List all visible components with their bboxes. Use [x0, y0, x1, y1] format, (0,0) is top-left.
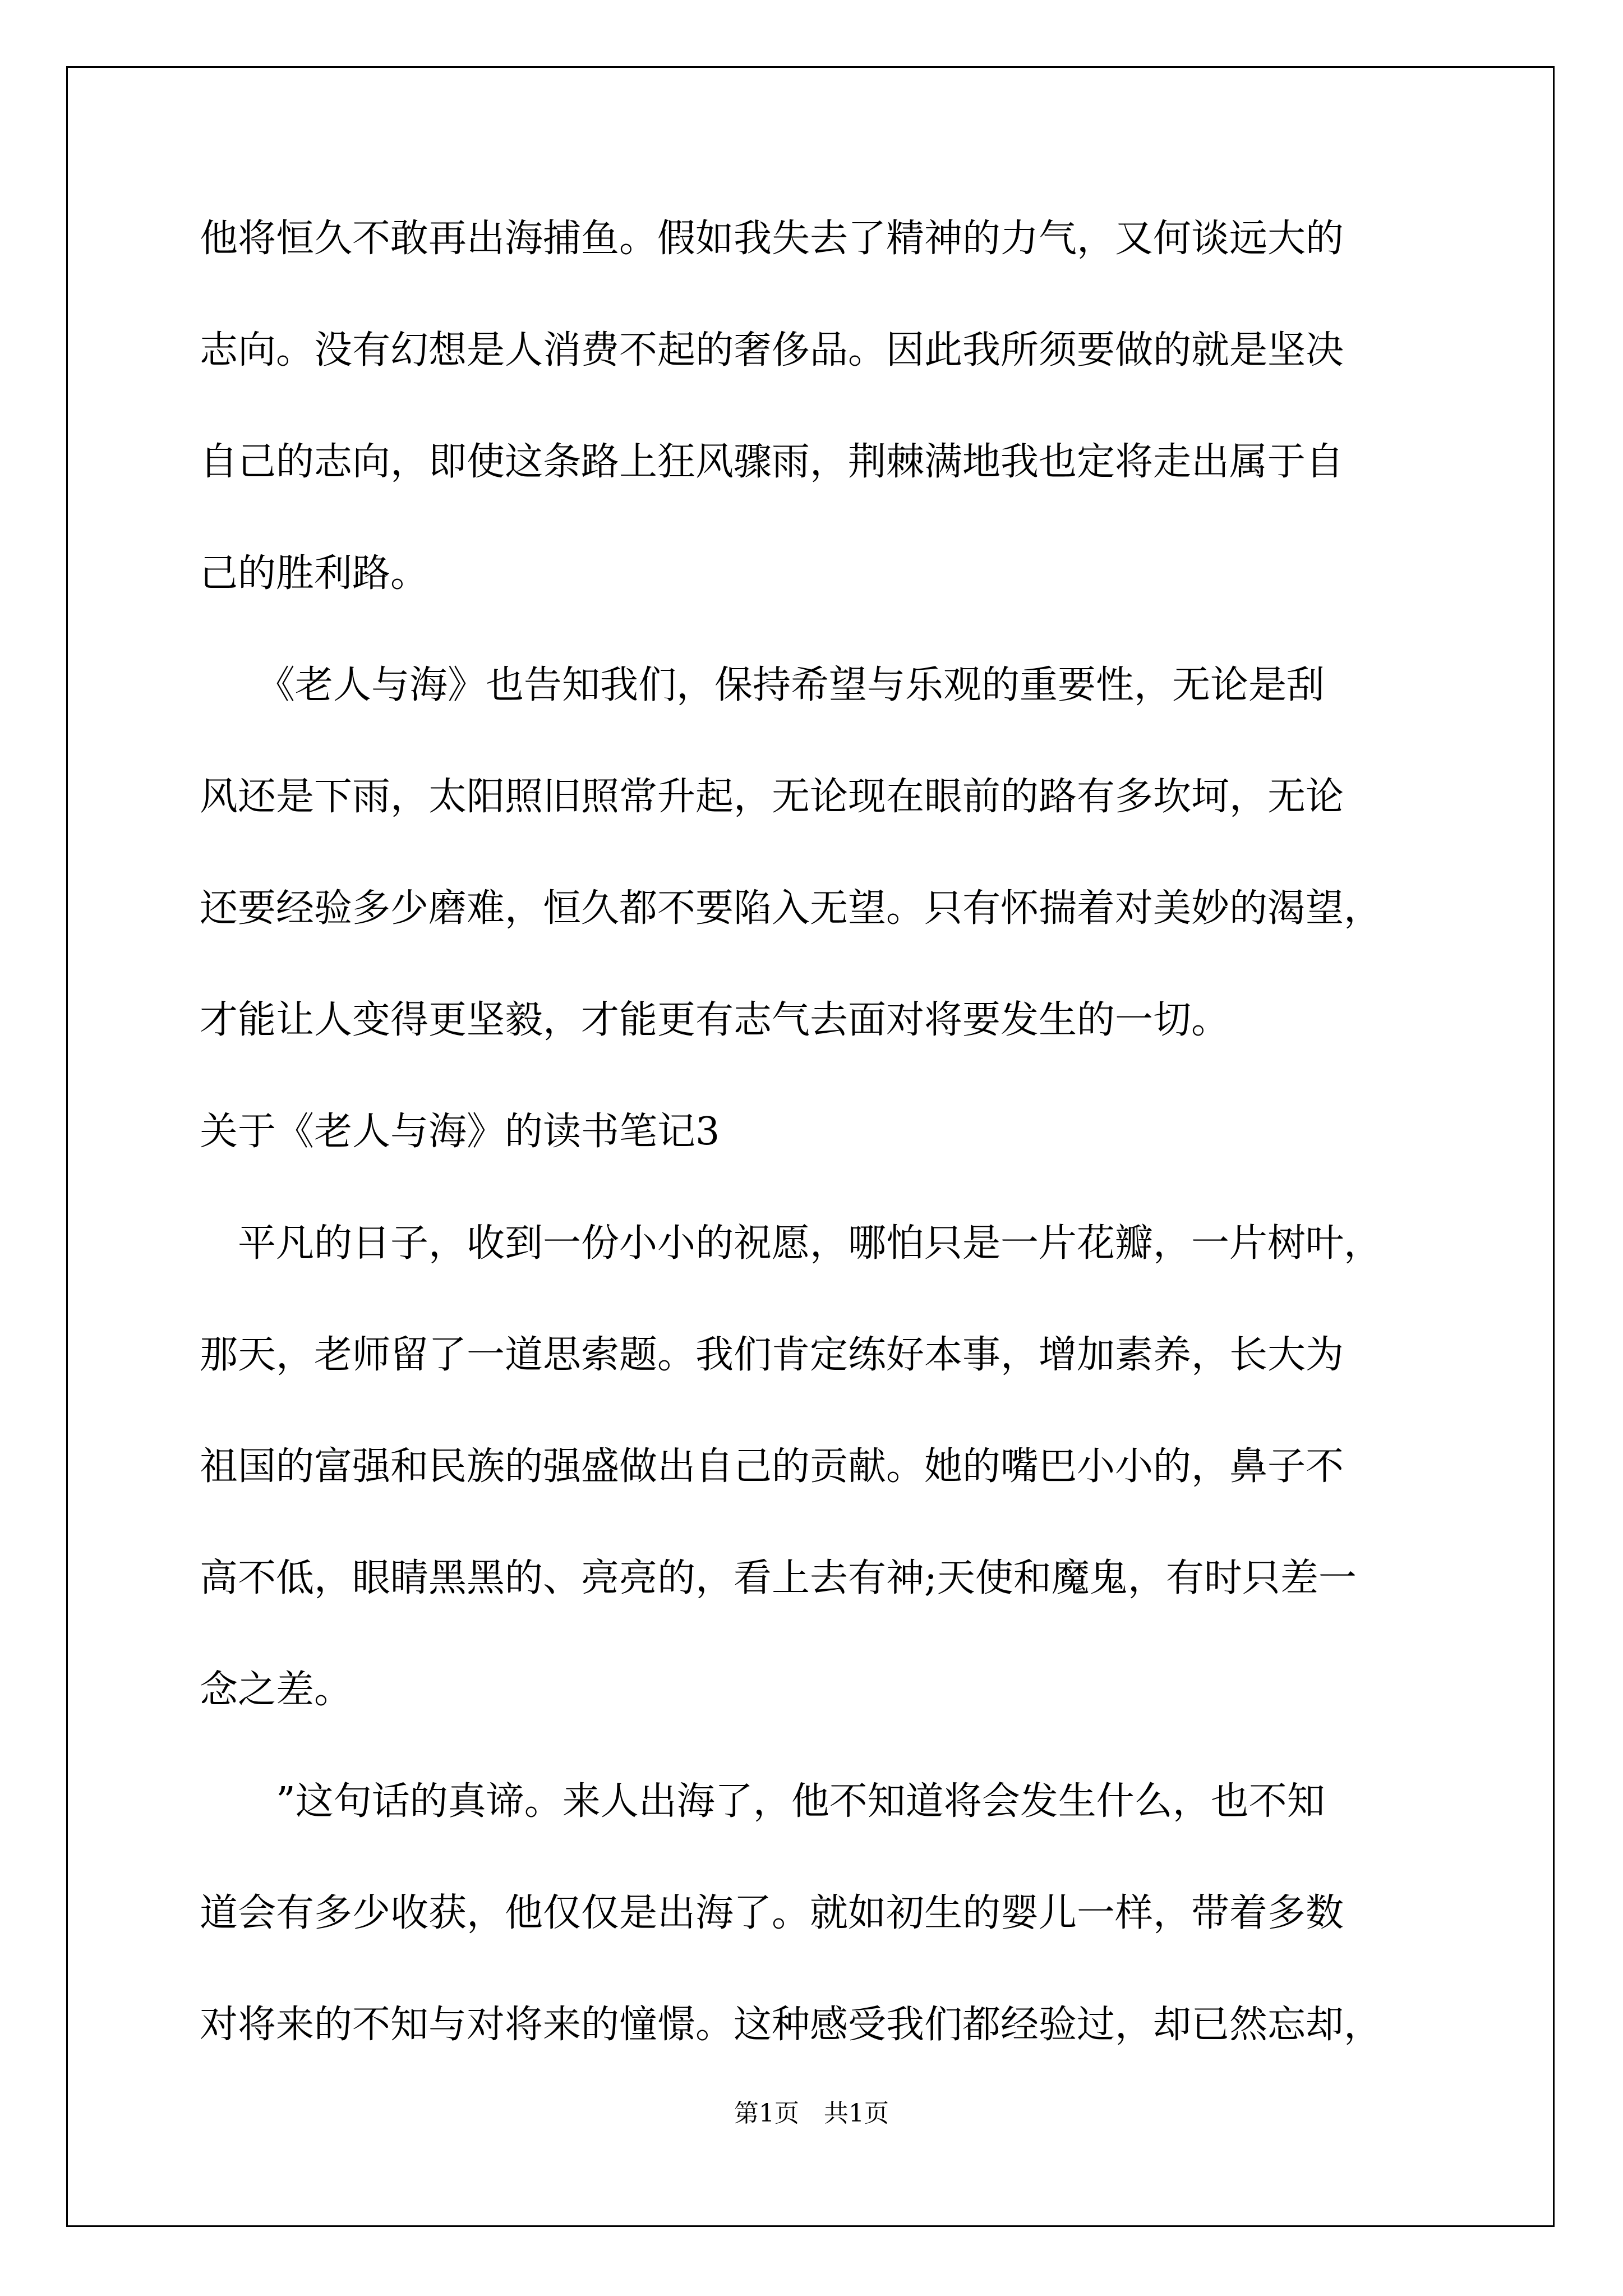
paragraph-line: ”这句话的真谛。来人出海了，他不知道将会发生什么，也不知 — [200, 1779, 1325, 1824]
section-heading: 关于《老人与海》的读书笔记3 — [200, 1110, 720, 1154]
page-footer: 第1页 共1页 — [734, 2099, 889, 2128]
paragraph-line: 自己的志向，即使这条路上狂风骤雨，荆棘满地我也定将走出属于自 — [200, 440, 1344, 484]
paragraph-line: 平凡的日子，收到一份小小的祝愿，哪怕只是一片花瓣，一片树叶， — [200, 1221, 1382, 1266]
paragraph-line: 道会有多少收获，他仅仅是出海了。就如初生的婴儿一样，带着多数 — [200, 1891, 1344, 1935]
paragraph-line: 高不低，眼睛黑黑的、亮亮的，看上去有神;天使和魔鬼，有时只差一 — [200, 1556, 1357, 1600]
paragraph-line: 还要经验多少磨难，恒久都不要陷入无望。只有怀揣着对美妙的渴望， — [200, 886, 1382, 931]
paragraph-line: 念之差。 — [200, 1668, 353, 1712]
paragraph-line: 他将恒久不敢再出海捕鱼。假如我失去了精神的力气，又何谈远大的 — [200, 217, 1344, 261]
paragraph-line: 对将来的不知与对将来的憧憬。这种感受我们都经验过，却已然忘却， — [200, 2003, 1382, 2047]
paragraph-line: 志向。没有幻想是人消费不起的奢侈品。因此我所须要做的就是坚决 — [200, 328, 1344, 372]
paragraph-line: 风还是下雨，太阳照旧照常升起，无论现在眼前的路有多坎坷，无论 — [200, 775, 1344, 819]
paragraph-line: 《老人与海》也告知我们，保持希望与乐观的重要性，无论是刮 — [200, 663, 1325, 707]
paragraph-line: 那天，老师留了一道思索题。我们肯定练好本事，增加素养，长大为 — [200, 1333, 1344, 1377]
paragraph-line: 祖国的富强和民族的强盛做出自己的贡献。她的嘴巴小小的，鼻子不 — [200, 1444, 1344, 1489]
paragraph-line: 才能让人变得更坚毅，才能更有志气去面对将要发生的一切。 — [200, 998, 1230, 1042]
paragraph-line: 己的胜利路。 — [200, 551, 429, 596]
